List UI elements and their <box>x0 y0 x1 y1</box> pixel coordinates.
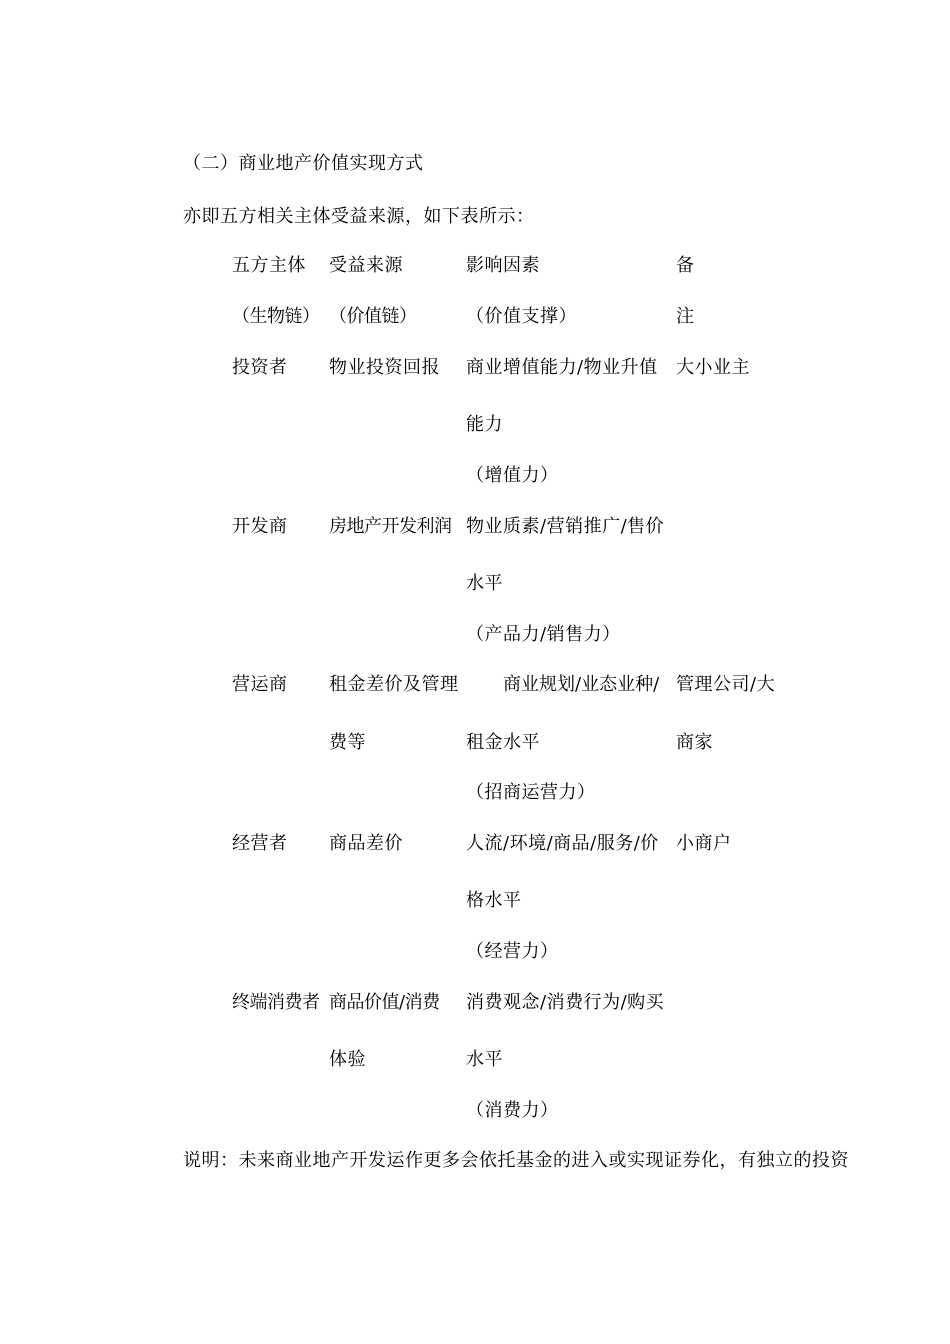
row-factor-label: （增值力） <box>466 465 559 486</box>
row-source: 费等 <box>329 732 366 753</box>
row-subject: 经营者 <box>232 833 288 854</box>
intro-text: 亦即五方相关主体受益来源，如下表所示： <box>183 206 535 227</box>
row-factor: 人流/环境/商品/服务/价 <box>466 833 659 854</box>
row-factor: 租金水平 <box>466 732 540 753</box>
row-factor: 商业增值能力/物业升值 <box>466 357 658 378</box>
row-subject: 营运商 <box>232 674 288 695</box>
header-source: 受益来源 <box>329 255 403 276</box>
row-source: 物业投资回报 <box>329 357 440 378</box>
row-remark: 大小业主 <box>676 357 750 378</box>
row-factor: 能力 <box>466 414 503 435</box>
header-factors: 影响因素 <box>466 255 540 276</box>
row-factor: 物业质素/营销推广/售价 <box>466 516 665 537</box>
row-factor-label: （产品力/销售力） <box>466 624 621 645</box>
row-factor-label: （消费力） <box>466 1100 559 1121</box>
header-subject: 五方主体 <box>232 255 306 276</box>
row-source: 商品价值/消费 <box>329 992 440 1013</box>
row-factor: 水平 <box>466 573 503 594</box>
row-source: 商品差价 <box>329 833 403 854</box>
row-factor-label: （招商运营力） <box>466 782 596 803</box>
row-remark: 管理公司/大 <box>676 674 776 695</box>
row-subject: 投资者 <box>232 357 288 378</box>
row-source: 租金差价及管理 <box>329 674 459 695</box>
section-heading: （二）商业地产价值实现方式 <box>183 153 424 174</box>
row-factor: 水平 <box>466 1049 503 1070</box>
header-source-sub: （价值链） <box>329 306 417 327</box>
row-remark: 小商户 <box>676 833 732 854</box>
row-factor: 消费观念/消费行为/购买 <box>466 992 665 1013</box>
row-source: 房地产开发利润 <box>329 516 452 537</box>
header-factors-sub: （价值支撑） <box>466 306 577 327</box>
explanation-note: 说明：未来商业地产开发运作更多会依托基金的进入或实现证券化，有独立的投资 <box>183 1150 849 1171</box>
header-remark: 备 <box>676 255 695 276</box>
row-factor: 商业规划/业态业种/ <box>503 674 660 695</box>
row-source: 体验 <box>329 1049 366 1070</box>
row-subject: 终端消费者 <box>232 992 320 1013</box>
row-remark: 商家 <box>676 732 713 753</box>
header-subject-sub: （生物链） <box>232 306 320 327</box>
row-subject: 开发商 <box>232 516 288 537</box>
row-factor-label: （经营力） <box>466 941 559 962</box>
header-remark-sub: 注 <box>676 306 695 327</box>
row-factor: 格水平 <box>466 890 522 911</box>
